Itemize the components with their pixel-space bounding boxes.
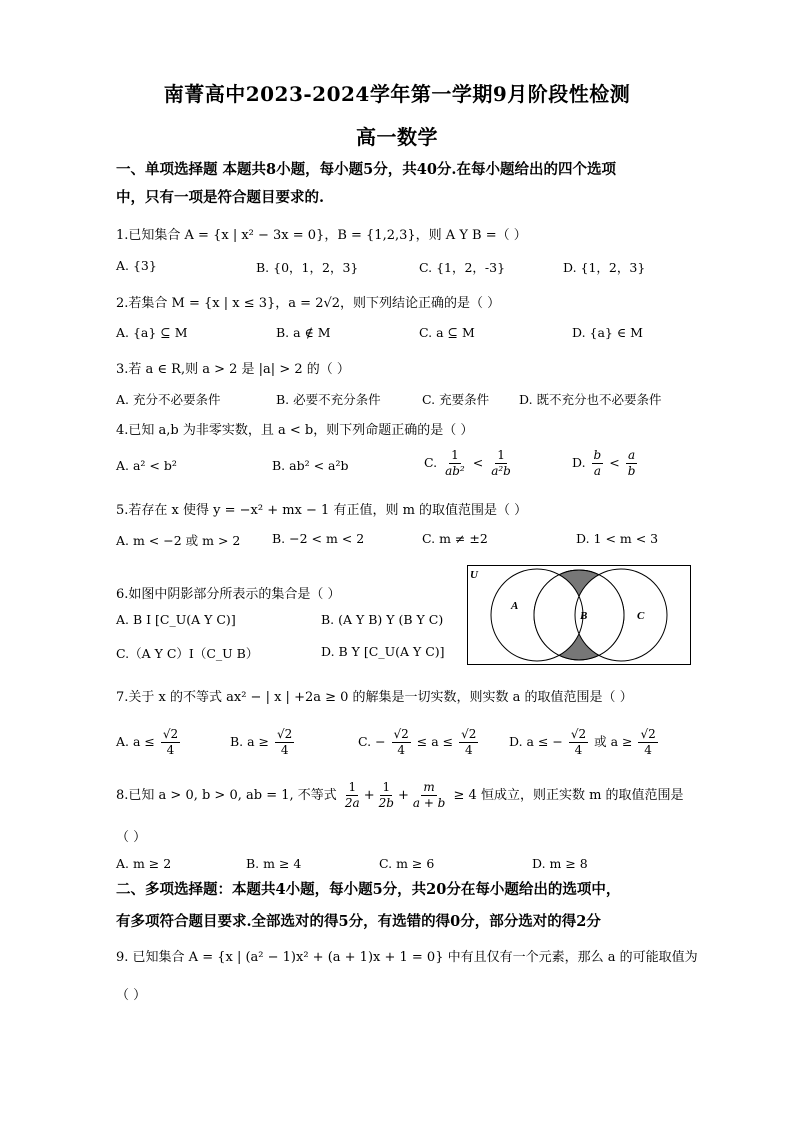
q1-option-c: C. {1，2，-3}	[419, 260, 506, 275]
q4-d-right-den: b	[627, 464, 636, 478]
q7-a-label: A. a ≤	[116, 734, 155, 749]
q5-option-c: C. m ≠ ±2	[422, 531, 488, 546]
q1-option-d: D. {1，2，3}	[563, 260, 646, 275]
q7-b-den: 4	[280, 743, 289, 757]
q8-f1-num: 1	[348, 780, 357, 794]
q7-option-a	[116, 727, 182, 758]
q1-option-b: B. {0，1，2，3}	[256, 260, 359, 275]
q4-d-left-num: b	[593, 448, 602, 462]
q5-option-b: B. −2 < m < 2	[272, 531, 365, 546]
q8-fraction-2	[377, 780, 396, 811]
q2-option-c: C. a ⊆ M	[419, 325, 475, 340]
q7-option-b	[230, 727, 296, 758]
q4-c-left-fraction	[443, 448, 467, 479]
q3-option-d: D. 既不充分也不必要条件	[519, 392, 662, 407]
q5-option-a: A. m < −2 或 m > 2	[116, 533, 241, 548]
q7-d-right-den: 4	[644, 743, 652, 757]
q9-paren: （ ）	[116, 988, 147, 1003]
q4-option-d-label: D.	[572, 455, 586, 470]
q8-option-c: C. m ≥ 6	[379, 856, 435, 871]
q7-d-left-den: 4	[574, 743, 583, 757]
q8-fraction-3	[411, 780, 448, 811]
q2-option-a: A. {a} ⊆ M	[116, 325, 188, 340]
q7-d-left-fraction	[569, 727, 588, 758]
q6-option-c: C.（A Y C）I（C_U B）	[116, 646, 259, 661]
section2-line1: 二、多项选择题：本题共4小题，每小题5分，共20分在每小题给出的选项中，	[116, 881, 621, 898]
section1-line1: 一、单项选择题 本题共8小题，每小题5分，共40分.在每小题给出的四个选项	[116, 161, 616, 178]
exam-title: 南菁高中2023-2024学年第一学期9月阶段性检测	[163, 82, 631, 106]
q3-option-a: A. 充分不必要条件	[116, 392, 221, 407]
q6-option-d: D. B Y [C_U(A Y C)]	[321, 644, 445, 659]
q7-a-den: 4	[166, 743, 175, 757]
q7-stem: 7.关于 x 的不等式 ax² − | x | +2a ≥ 0 的解集是一切实数，则实数 a 的取值范围是（ ）	[116, 690, 633, 705]
q8-f3-num: m	[423, 780, 435, 794]
q4-c-right-den: a²b	[491, 464, 511, 478]
q4-c-right-num: 1	[497, 448, 505, 462]
q4-option-d: D. $\frac{b}{a}$ < $\frac{a}{b}$	[572, 448, 636, 478]
q8-fraction-1	[343, 780, 362, 811]
q4-c-left-num: 1	[451, 448, 459, 462]
q7-option-c	[358, 727, 480, 758]
q5-stem: 5.若存在 x 使得 y = −x² + mx − 1 有正值，则 m 的取值范围是（ ）	[116, 503, 528, 518]
venn-label-b: B	[580, 610, 588, 622]
q4-d-left-fraction	[592, 448, 604, 479]
q7-a-num: √2	[162, 727, 179, 741]
q8-stem-pre: 8.已知 a > 0, b > 0, ab = 1, 不等式	[116, 788, 337, 803]
q3-stem: 3.若 a ∈ R,则 a > 2 是 |a| > 2 的（ ）	[116, 362, 350, 377]
q8-f2-num: 1	[382, 780, 391, 794]
q3-option-c: C. 充要条件	[422, 392, 490, 407]
venn-label-a: A	[511, 600, 519, 612]
q7-d-right-num: √2	[640, 727, 656, 741]
q2-option-d: D. {a} ∈ M	[572, 325, 643, 340]
q7-c-label: C. −	[358, 734, 386, 749]
q4-d-left-den: a	[593, 464, 601, 478]
q7-d-right-fraction	[638, 727, 657, 758]
q8-f1-den: 2a	[344, 796, 360, 810]
q2-stem: 2.若集合 M = {x | x ≤ 3}，a = 2√2，则下列结论正确的是（ ）	[116, 296, 501, 311]
q3-option-b: B. 必要不充分条件	[276, 392, 381, 407]
q7-d-label: D. a ≤ −	[509, 734, 563, 749]
section1-heading	[116, 156, 696, 212]
q7-c-left-fraction	[392, 727, 411, 758]
q9-stem: 9. 已知集合 A = {x | (a² − 1)x² + (a + 1)x + 1 = 0} 中有且仅有一个元素，那么 a 的可能取值为	[116, 950, 698, 965]
exam-subtitle: 高一数学	[356, 125, 438, 149]
q7-b-num: √2	[277, 727, 293, 741]
q8-f3-den: a + b	[412, 796, 446, 810]
q8-stem-post: ≥ 4 恒成立，则正实数 m 的取值范围是	[453, 788, 684, 803]
q7-d-mid: 或 a ≥	[594, 734, 633, 749]
q4-stem: 4.已知 a,b 为非零实数，且 a < b，则下列命题正确的是（ ）	[116, 423, 474, 438]
q1-stem: 1.已知集合 A = {x | x² − 3x = 0}，B = {1,2,3}，则 A Y B =（ ）	[116, 228, 527, 243]
q7-c-left-num: √2	[393, 727, 409, 741]
q1-option-a: A. {3}	[116, 258, 157, 273]
q8-f2-den: 2b	[378, 796, 394, 810]
q8-option-d: D. m ≥ 8	[532, 856, 588, 871]
venn-diagram	[467, 565, 691, 665]
q7-option-d	[509, 727, 660, 758]
venn-label-u: U	[470, 569, 478, 581]
q8-option-b: B. m ≥ 4	[246, 856, 302, 871]
section1-line2: 中，只有一项是符合题目要求的.	[116, 189, 325, 206]
q6-option-b: B. (A Y B) Y (B Y C)	[321, 612, 444, 627]
q2-option-b: B. a ∉ M	[276, 325, 331, 340]
section2-heading	[116, 874, 696, 936]
q4-option-a: A. a² < b²	[116, 458, 177, 473]
q7-c-mid: ≤ a ≤	[416, 734, 454, 749]
q4-d-right-num: a	[627, 448, 636, 462]
q7-b-label: B. a ≥	[230, 734, 270, 749]
q4-option-c: C. $\frac{1}{\text{ab²}}$ < $\frac{1}{\text{a²b}}$	[424, 448, 511, 478]
q8-stem: 8.已知 a > 0, b > 0, ab = 1, 不等式 $\frac{1}{2a}$ + $\frac{1}{2b}$ + $\frac{m}{a + b}$ ≥ 4 恒成立，则正实数 m 的取值范围是	[116, 780, 684, 810]
q7-c-right-num: √2	[461, 727, 477, 741]
q4-d-right-fraction	[626, 448, 638, 479]
q4-c-right-fraction	[489, 448, 513, 479]
q7-c-right-fraction	[459, 727, 478, 758]
q5-option-d: D. 1 < m < 3	[576, 531, 659, 546]
q7-d-left-num: √2	[570, 727, 587, 741]
venn-label-c: C	[637, 610, 645, 622]
section2-line2: 有多项符合题目要求.全部选对的得5分，有选错的得0分，部分选对的得2分	[116, 913, 601, 930]
q6-stem: 6.如图中阴影部分所表示的集合是（ ）	[116, 587, 341, 602]
q6-option-a: A. B I [C_U(A Y C)]	[116, 612, 236, 627]
q4-option-b: B. ab² < a²b	[272, 458, 349, 473]
q4-c-left-den: ab²	[445, 464, 465, 478]
q7-c-right-den: 4	[464, 743, 473, 757]
q8-option-a: A. m ≥ 2	[116, 856, 172, 871]
q7-c-left-den: 4	[397, 743, 405, 757]
q8-paren: （ ）	[116, 830, 147, 845]
q4-option-c-label: C.	[424, 455, 438, 470]
q7-a-fraction	[161, 727, 180, 758]
q7-b-fraction	[275, 727, 294, 758]
